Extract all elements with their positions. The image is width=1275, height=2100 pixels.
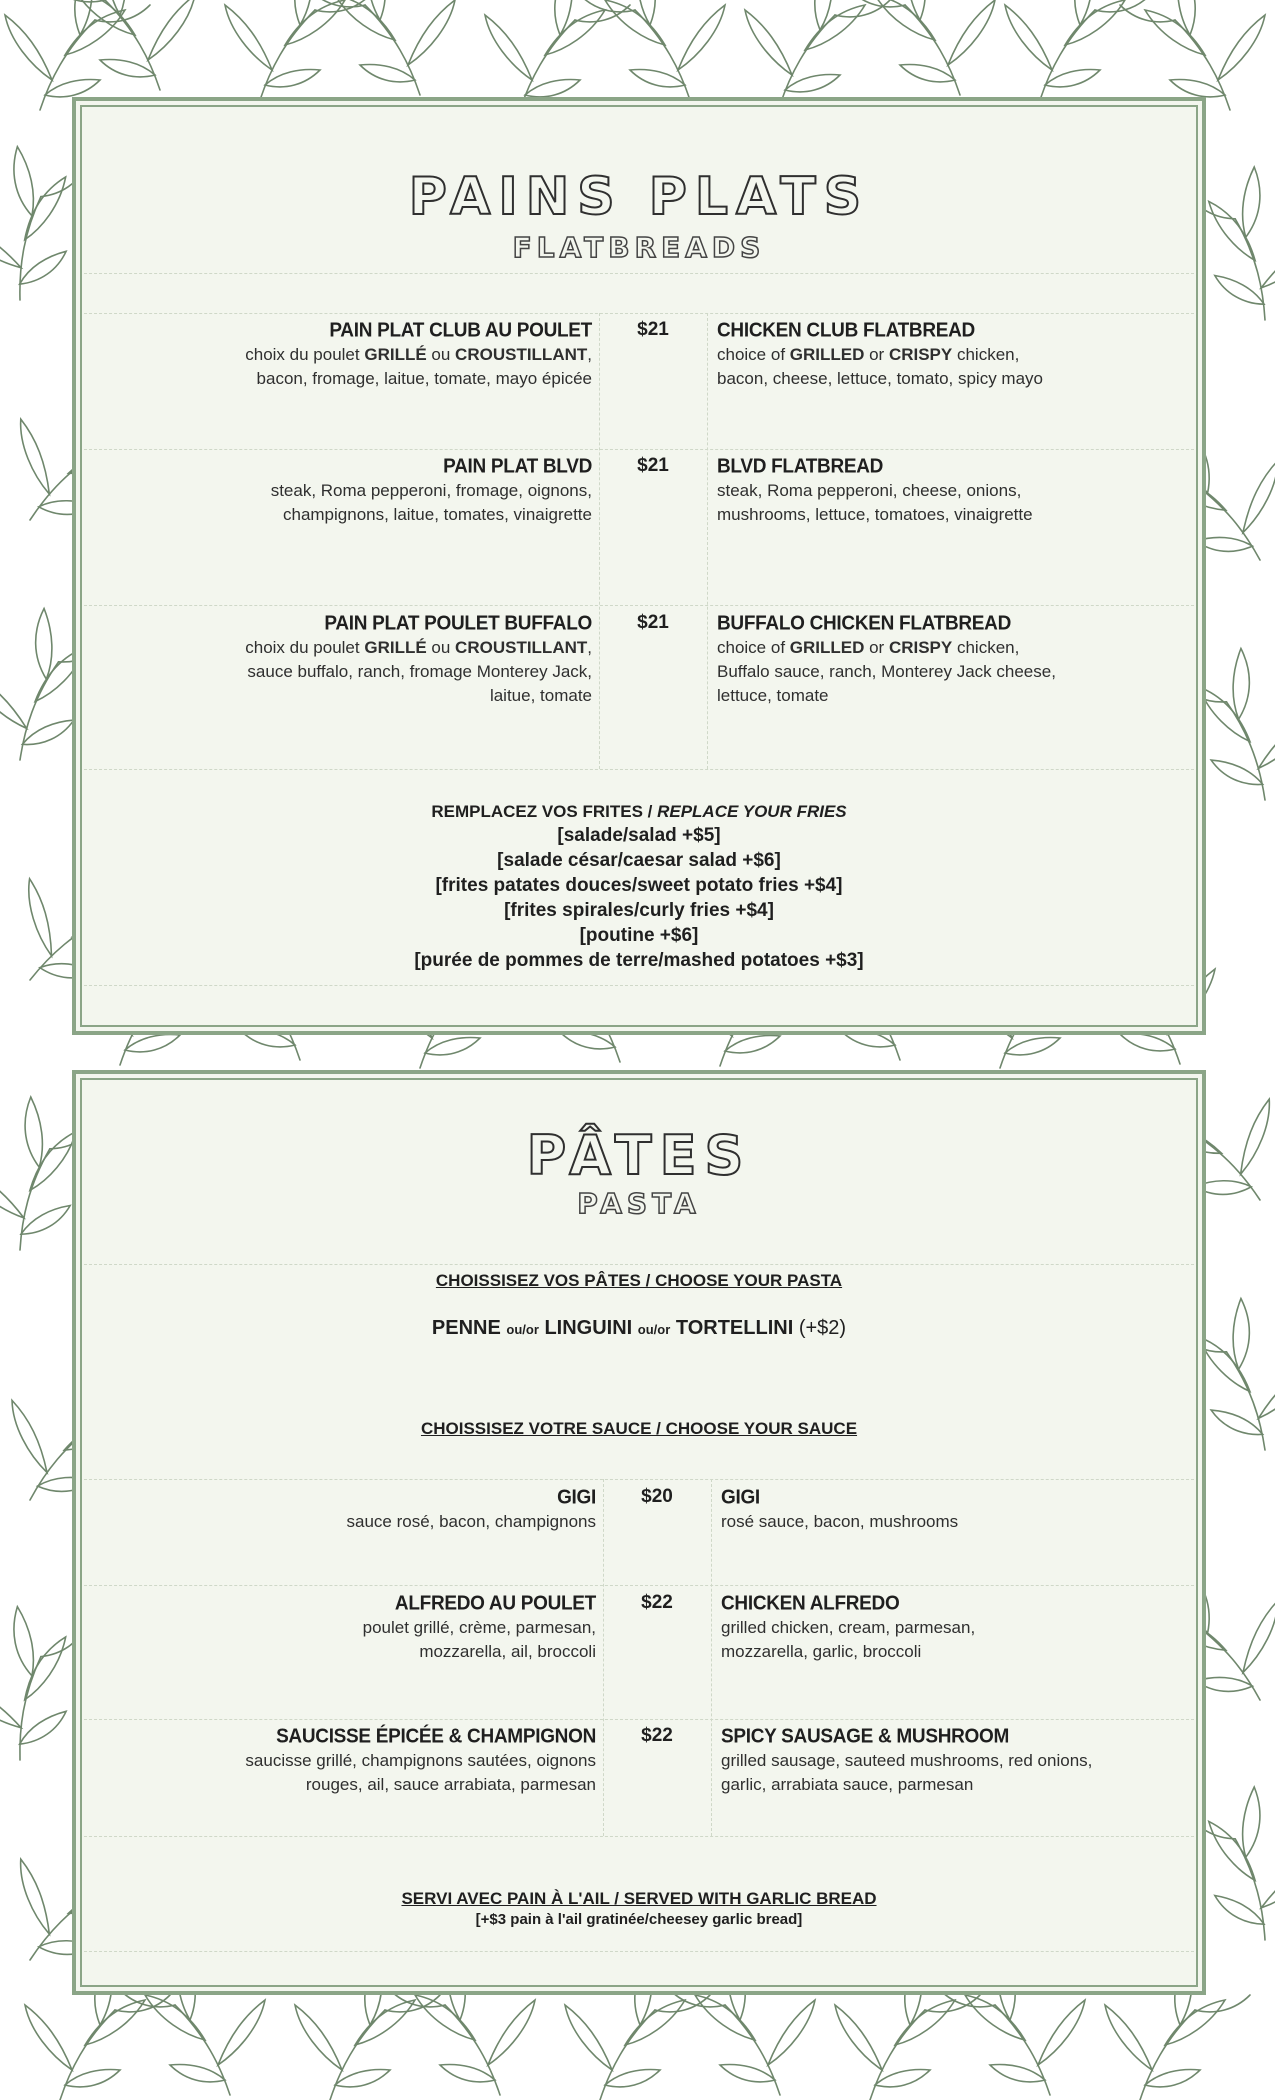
- menu-item-fr: [136, 1592, 596, 1664]
- item-desc-fr: saucisse grillé, champignons sautées, oignons: [245, 1751, 596, 1770]
- pasta-option-tortellini: TORTELLINI: [675, 1317, 794, 1339]
- item-desc-en: choice of: [717, 345, 790, 364]
- pasta-or: ou/or: [506, 1322, 539, 1337]
- divider: [84, 313, 1194, 314]
- pasta-options: [76, 1317, 1202, 1340]
- divider: [84, 449, 1194, 450]
- menu-item-fr: [136, 1486, 596, 1534]
- item-desc-fr: ,: [587, 345, 592, 364]
- pasta-option-linguini: LINGUINI: [544, 1317, 633, 1339]
- pasta-option-penne: PENNE: [431, 1317, 501, 1339]
- column-divider: [599, 313, 600, 769]
- item-desc-en: lettuce, tomate: [717, 686, 829, 705]
- item-desc-fr: ou: [426, 345, 456, 364]
- item-desc-fr-bold: GRILLÉ: [364, 345, 427, 364]
- item-desc-fr: rouges, ail, sauce arrabiata, parmesan: [305, 1775, 596, 1794]
- item-desc-en: grilled chicken, cream, parmesan,: [721, 1618, 976, 1637]
- item-name-en: BUFFALO CHICKEN FLATBREAD: [717, 612, 1012, 635]
- item-name-fr: SAUCISSE ÉPICÉE & CHAMPIGNON: [276, 1725, 596, 1748]
- column-divider: [711, 1479, 712, 1836]
- pasta-panel: [72, 1070, 1206, 1995]
- item-desc-en: garlic, arrabiata sauce, parmesan: [721, 1775, 974, 1794]
- served-with-extra: [+$3 pain à l'ail gratinée/cheesey garlic bread]: [475, 1911, 803, 1928]
- divider: [84, 985, 1194, 986]
- replace-option: [frites spirales/curly fries +$4]: [504, 900, 774, 921]
- menu-item-fr: [136, 612, 592, 708]
- item-name-en: GIGI: [721, 1486, 760, 1509]
- item-price: $21: [637, 319, 669, 340]
- item-desc-en: Buffalo sauce, ranch, Monterey Jack cheese,: [717, 662, 1056, 681]
- replace-option: [poutine +$6]: [579, 925, 699, 946]
- item-desc-en-bold: GRILLED: [789, 345, 865, 364]
- menu-item-en: [717, 455, 1137, 527]
- item-name-en: CHICKEN CLUB FLATBREAD: [717, 319, 975, 342]
- replace-heading-en: REPLACE YOUR FRIES: [657, 802, 847, 821]
- menu-item-fr: [136, 455, 592, 527]
- item-name-fr: PAIN PLAT CLUB AU POULET: [329, 319, 592, 342]
- item-name-fr: GIGI: [557, 1486, 596, 1509]
- item-desc-fr: champignons, laitue, tomates, vinaigrette: [282, 505, 592, 524]
- divider: [84, 1719, 1194, 1720]
- item-name-en: SPICY SAUSAGE & MUSHROOM: [721, 1725, 1010, 1748]
- item-desc-fr: ,: [587, 638, 592, 657]
- item-desc-en-bold: CRISPY: [888, 638, 953, 657]
- item-price: $21: [637, 612, 669, 633]
- item-desc-fr: steak, Roma pepperoni, fromage, oignons,: [270, 481, 592, 500]
- item-desc-fr-bold: CROUSTILLANT: [455, 638, 588, 657]
- flatbreads-panel: [72, 97, 1206, 1035]
- replace-option: [purée de pommes de terre/mashed potatoes +$3]: [414, 950, 864, 971]
- item-price: $22: [641, 1592, 673, 1613]
- item-name-en: BLVD FLATBREAD: [717, 455, 884, 478]
- menu-item-en: [721, 1592, 1141, 1664]
- pasta-or: ou/or: [637, 1322, 671, 1337]
- divider: [84, 1951, 1194, 1952]
- item-desc-fr: sauce buffalo, ranch, fromage Monterey Jack,: [247, 662, 592, 681]
- replace-options-list: [76, 823, 1202, 973]
- item-desc-en-bold: CRISPY: [888, 345, 953, 364]
- item-desc-fr: bacon, fromage, laitue, tomate, mayo épicée: [256, 369, 592, 388]
- item-desc-en: or: [864, 638, 889, 657]
- section-title-en: FLATBREADS: [512, 231, 766, 264]
- replace-option: [frites patates douces/sweet potato fries +$4]: [435, 875, 843, 896]
- item-name-fr: ALFREDO AU POULET: [394, 1592, 596, 1615]
- menu-item-en: [717, 612, 1137, 708]
- item-price: $22: [641, 1725, 673, 1746]
- menu-item-en: [717, 319, 1137, 391]
- item-desc-en: mozzarella, garlic, broccoli: [721, 1642, 922, 1661]
- divider: [84, 1836, 1194, 1837]
- divider: [84, 1264, 1194, 1265]
- item-desc-en: mushrooms, lettuce, tomatoes, vinaigrette: [717, 505, 1033, 524]
- item-name-en: CHICKEN ALFREDO: [721, 1592, 900, 1615]
- item-desc-fr: sauce rosé, bacon, champignons: [346, 1512, 596, 1531]
- menu-item-en: [721, 1725, 1161, 1797]
- item-desc-fr: laitue, tomate: [489, 686, 592, 705]
- item-desc-fr: mozzarella, ail, broccoli: [419, 1642, 596, 1661]
- item-desc-fr: ou: [426, 638, 456, 657]
- section-title-fr: PÂTES: [526, 1124, 752, 1187]
- item-name-fr: PAIN PLAT POULET BUFFALO: [324, 612, 592, 635]
- choose-pasta-heading: CHOISSISEZ VOS PÂTES / CHOOSE YOUR PASTA: [435, 1271, 843, 1290]
- item-desc-en: choice of: [717, 638, 790, 657]
- column-divider: [707, 313, 708, 769]
- divider: [84, 273, 1194, 274]
- item-desc-fr: choix du poulet: [245, 345, 365, 364]
- item-desc-fr-bold: GRILLÉ: [364, 638, 427, 657]
- item-price: $20: [641, 1486, 673, 1507]
- replace-fries-heading: [76, 801, 1202, 823]
- item-desc-en: chicken,: [952, 638, 1020, 657]
- item-desc-en: steak, Roma pepperoni, cheese, onions,: [717, 481, 1022, 500]
- divider: [84, 769, 1194, 770]
- item-desc-fr: poulet grillé, crème, parmesan,: [362, 1618, 596, 1637]
- item-desc-en-bold: GRILLED: [789, 638, 865, 657]
- menu-item-fr: [136, 319, 592, 391]
- item-desc-en: grilled sausage, sauteed mushrooms, red onions,: [721, 1751, 1093, 1770]
- served-with-heading: SERVI AVEC PAIN À L'AIL / SERVED WITH GARLIC BREAD: [401, 1889, 877, 1908]
- replace-option: [salade/salad +$5]: [557, 825, 721, 846]
- item-desc-en: rosé sauce, bacon, mushrooms: [721, 1512, 959, 1531]
- section-title-en: PASTA: [577, 1187, 701, 1220]
- section-title-fr: PAINS PLATS: [408, 167, 870, 227]
- item-desc-en: or: [864, 345, 889, 364]
- divider: [84, 605, 1194, 606]
- pasta-option-extra: (+$2): [798, 1317, 847, 1339]
- item-desc-fr-bold: CROUSTILLANT: [455, 345, 588, 364]
- replace-heading-fr: REMPLACEZ VOS FRITES /: [431, 802, 658, 821]
- menu-item-en: [721, 1486, 1141, 1534]
- served-with-block: [76, 1888, 1202, 1930]
- divider: [84, 1585, 1194, 1586]
- choose-sauce-heading: CHOISSISEZ VOTRE SAUCE / CHOOSE YOUR SAUCE: [420, 1419, 858, 1438]
- item-price: $21: [637, 455, 669, 476]
- item-desc-fr: choix du poulet: [245, 638, 365, 657]
- item-desc-en: bacon, cheese, lettuce, tomato, spicy mayo: [717, 369, 1044, 388]
- replace-fries-block: [76, 801, 1202, 973]
- menu-item-fr: [116, 1725, 596, 1797]
- item-desc-en: chicken,: [952, 345, 1020, 364]
- column-divider: [603, 1479, 604, 1836]
- item-name-fr: PAIN PLAT BLVD: [443, 455, 592, 478]
- replace-option: [salade césar/caesar salad +$6]: [497, 850, 781, 871]
- divider: [84, 1479, 1194, 1480]
